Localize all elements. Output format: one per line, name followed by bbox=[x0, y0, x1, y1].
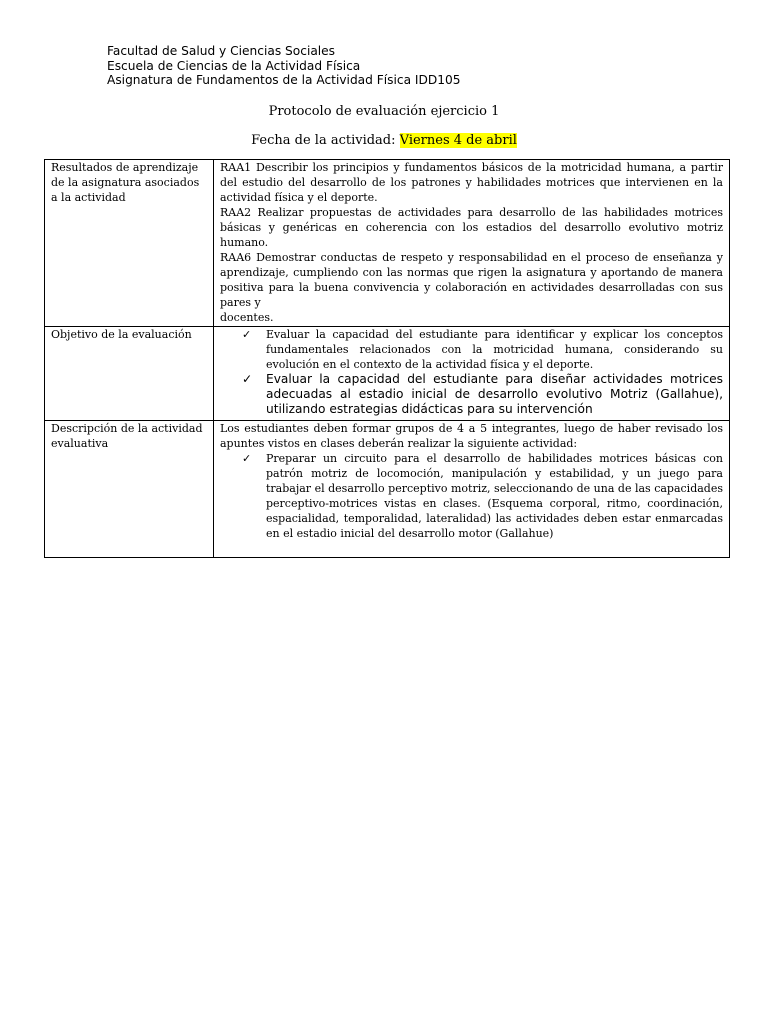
school-name: Escuela de Ciencias de la Actividad Física bbox=[107, 58, 361, 73]
table-row bbox=[45, 327, 730, 421]
raa2-text: RAA2 Realizar propuestas de actividades para desarrollo de las habilidades motrices básicas y genéricas en coherencia con los estadios del desarrollo evolutivo motriz humano. bbox=[220, 206, 723, 249]
description-intro: Los estudiantes deben formar grupos de 4 a 5 integrantes, luego de haber revisado los apuntes vistos en clases deberán realizar la siguiente actividad: bbox=[220, 422, 723, 450]
checkmark-icon: ✓ bbox=[242, 372, 253, 386]
activity-date-label: Fecha de la actividad: bbox=[251, 133, 400, 148]
objective-item-text: Evaluar la capacidad del estudiante para identificar y explicar los conceptos fundamentales relacionados con la motricidad humana, considerando su evolución en el contexto de la actividad física y el deporte. bbox=[266, 328, 723, 371]
objective-list bbox=[220, 327, 723, 417]
faculty-name: Facultad de Salud y Ciencias Sociales bbox=[107, 44, 336, 58]
checkmark-icon: ✓ bbox=[242, 328, 252, 341]
objective-item bbox=[220, 327, 723, 372]
activity-date-value: Viernes 4 de abril bbox=[399, 133, 517, 148]
objective-item bbox=[220, 372, 723, 417]
objective-cell bbox=[214, 327, 730, 421]
raa6-text-end: docentes. bbox=[220, 311, 274, 324]
description-cell bbox=[214, 421, 730, 558]
description-item-text: Preparar un circuito para el desarrollo de habilidades motrices básicas con patrón motriz de locomoción, manipulación y estabilidad, y un juego para trabajar el desarrollo perceptivo motriz, seleccionando de una de las capacidades perceptivo-motrices vistas en clases. (Esquema corporal, ritmo, coordinación, espacialidad, temporalidad, lateralidad) las actividades deben estar enmarcadas en el estadio inicial del desarrollo motor (Gallahue) bbox=[266, 452, 723, 540]
document-title: Protocolo de evaluación ejercicio 1 bbox=[268, 104, 500, 119]
document-header bbox=[107, 44, 461, 88]
raa1-text: RAA1 Describir los principios y fundamentos básicos de la motricidad humana, a partir del estudio del desarrollo de los patrones y habilidades motrices que intervienen en la actividad física y el deporte. bbox=[220, 161, 723, 204]
checkmark-icon: ✓ bbox=[242, 452, 252, 465]
table-row bbox=[45, 421, 730, 558]
row-label-description: Descripción de la actividad evaluativa bbox=[45, 421, 214, 558]
table-row bbox=[45, 160, 730, 327]
learning-outcomes-cell bbox=[214, 160, 730, 327]
course-name: Asignatura de Fundamentos de la Actividad Física IDD105 bbox=[107, 73, 461, 87]
objective-item-text: Evaluar la capacidad del estudiante para diseñar actividades motrices adecuadas al estadio inicial de desarrollo evolutivo Motriz (Gallahue), utilizando estrategias didácticas para su intervención bbox=[266, 372, 723, 416]
description-item bbox=[220, 451, 723, 541]
description-list bbox=[220, 451, 723, 541]
row-label-learning-outcomes: Resultados de aprendizaje de la asignatura asociados a la actividad bbox=[45, 160, 214, 327]
evaluation-table bbox=[44, 159, 730, 558]
raa6-text: RAA6 Demostrar conductas de respeto y responsabilidad en el proceso de enseñanza y aprendizaje, cumpliendo con las normas que rigen la asignatura y aportando de manera positiva para la buena convivencia y colaboración en actividades desarrolladas con sus pares y bbox=[220, 251, 723, 309]
activity-date bbox=[0, 133, 768, 148]
row-label-objective: Objetivo de la evaluación bbox=[45, 327, 214, 421]
